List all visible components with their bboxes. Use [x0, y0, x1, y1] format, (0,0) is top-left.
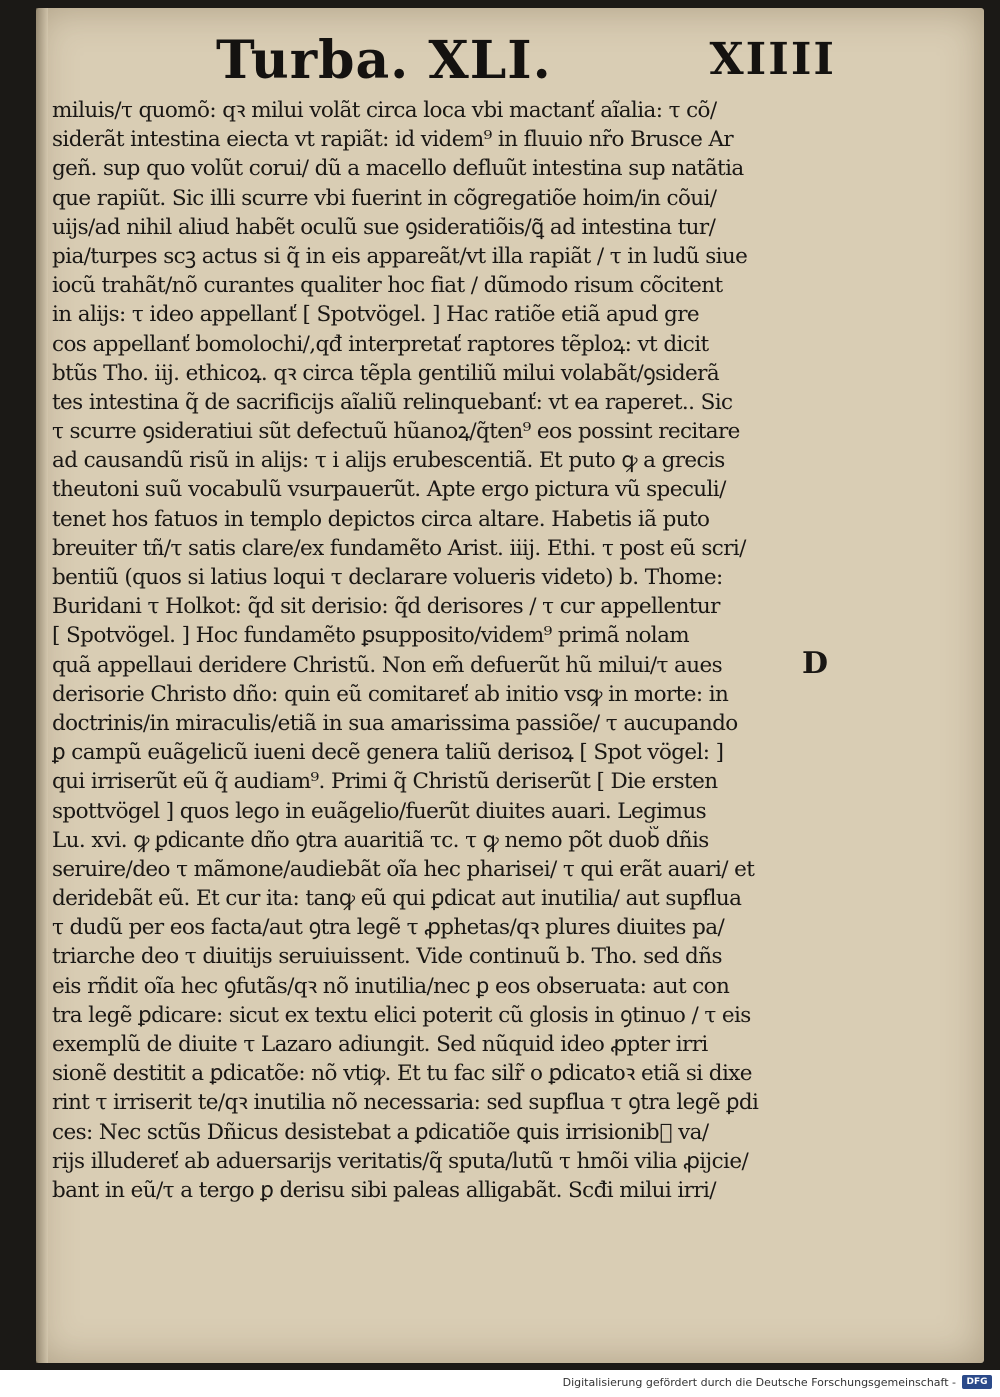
- text-line: triarche deo τ diuitijs seruiuissent. Vide continuũ b. Tho. sed dñs: [52, 944, 722, 970]
- text-line: τ scurre ꝯsideratiui sũt defectuũ hũanoꝝ/q̃ten⁹ eos possint recitare: [52, 419, 740, 445]
- text-line: iocũ trahãt/nõ curantes qualiter hoc fiat / dũmodo risum cõcitent: [52, 273, 723, 299]
- text-line: qui irriserũt eũ q̃ audiam⁹. Primi q̃ Christũ deriserũt [ Die ersten: [52, 769, 718, 795]
- text-line: tes intestina q̃ de sacrificijs aĩaliũ relinquebanť: vt ea raperet.. Sic: [52, 389, 733, 415]
- text-line: ad causandũ risũ in alijs: τ i alijs erubescentiã. Et puto ꝙ a grecis: [52, 448, 725, 474]
- text-line: miluis/τ quomõ: qꝛ milui volãt circa loca vbi mactanť aĩalia: τ cõ/: [52, 98, 717, 123]
- text-line: rijs illudereť ab aduersarijs veritatis/q̃ sputa/lutũ τ hmõi vilia ꝓijcie/: [52, 1148, 749, 1174]
- text-line: derisorie Christo dño: quin eũ comitareť ab initio vsꝙ in morte: in: [52, 681, 729, 707]
- text-line: que rapiũt. Sic illi scurre vbi fuerint in cõgregatiõe hoim/in cõui/: [52, 185, 717, 211]
- text-line: quã appellaui deridere Christũ. Non em̃ defuerũt hũ milui/τ aues: [52, 652, 723, 678]
- text-line: Buridani τ Holkot: q̃d sit derisio: q̃d derisores / τ cur appellentur: [52, 594, 720, 620]
- dfg-logo: DFG: [962, 1375, 992, 1389]
- text-line: doctrinis/in miraculis/etiã in sua amarissima passiõe/ τ aucupando: [52, 710, 738, 736]
- text-line: siderãt intestina eiecta vt rapiãt: id videm⁹ in fluuio nr̃o Brusce Ar: [52, 127, 734, 153]
- text-line: geñ. sup quo volũt corui/ dũ a macello defluũt intestina sup natãtia: [52, 156, 744, 182]
- text-line: exemplũ de diuite τ Lazaro adiungit. Sed nũquid ideo ꝓpter irri: [52, 1032, 708, 1057]
- text-line: rint τ irriserit te/qꝛ inutilia nõ necessaria: sed supflua τ ꝯtra legẽ ꝑdi: [52, 1090, 759, 1116]
- text-line: bentiũ (quos si latius loqui τ declarare volueris videto) b. Thome:: [52, 565, 723, 590]
- text-line: seruire/deo τ mãmone/audiebãt oĩa hec pharisei/ τ qui erãt auari/ et: [52, 856, 755, 882]
- digitization-footer: [0, 1370, 1000, 1397]
- text-line: spottvögel ] quos lego in euãgelio/fuerũt diuites auari. Legimus: [52, 798, 706, 824]
- text-line: cos appellanť bomolochi/,qđ interpretať raptores tẽploꝝ: vt dicit: [52, 331, 709, 357]
- text-line: ces: Nec sctũs Dñicus desistebat a ꝑdicatiõe ꝗuis irrisionib᷑ va/: [52, 1119, 709, 1145]
- text-line: τ dudũ per eos facta/aut ꝯtra legẽ τ ꝓphetas/qꝛ plures diuites pa/: [52, 915, 725, 941]
- book-page: [36, 8, 984, 1363]
- folio-number: XIIII: [709, 34, 836, 85]
- text-line: ꝑ campũ euãgelicũ iueni decẽ genera taliũ derisoꝝ [ Spot vögel: ]: [52, 740, 724, 766]
- text-line: breuiter tñ/τ satis clare/ex fundamẽto Arist. iiij. Ethi. τ post eũ scri/: [52, 535, 746, 561]
- text-line: theutoni suũ vocabulũ vsurpauerũt. Apte ergo pictura vũ speculi/: [52, 477, 726, 503]
- text-line: Lu. xvi. ꝙ ꝑdicante dño ꝯtra auaritiã τc. τ ꝙ nemo põt duob᷑ dñis: [52, 827, 709, 853]
- text-line: eis rñdit oĩa hec ꝯfutãs/qꝛ nõ inutilia/nec ꝑ eos obseruata: aut con: [52, 973, 730, 999]
- text-line: tra legẽ ꝑdicare: sicut ex textu elici poterit cũ glosis in ꝯtinuo / τ eis: [52, 1002, 751, 1028]
- marginal-note: D: [802, 646, 829, 681]
- text-line: btũs Tho. iij. ethicoꝝ. qꝛ circa tẽpla gentiliũ milui volabãt/ꝯsiderã: [52, 360, 720, 386]
- body-text-block: [52, 96, 812, 1205]
- text-line: bant in eũ/τ a tergo ꝑ derisu sibi paleas alligabãt. Scđi milui irri/: [52, 1177, 716, 1203]
- text-line: uijs/ad nihil aliud habẽt oculũ sue ꝯsideratiõis/ꝗ̃ ad intestina tur/: [52, 214, 716, 240]
- text-line: deridebãt eũ. Et cur ita: tanꝙ eũ qui ꝑdicat aut inutilia/ aut supflua: [52, 886, 742, 912]
- footer-credit-text: Digitalisierung gefördert durch die Deutsche Forschungsgemeinschaft -: [562, 1376, 956, 1389]
- text-line: [ Spotvögel. ] Hoc fundamẽto ꝑsupposito/videm⁹ primã nolam: [52, 623, 690, 649]
- text-line: in alijs: τ ideo appellanť [ Spotvögel. ] Hac ratiõe etiã apud gre: [52, 302, 700, 328]
- text-line: sionẽ destitit a ꝑdicatõe: nõ vtiꝙ. Et tu fac silr̃ o ꝑdicatoꝛ etiã si dixe: [52, 1061, 752, 1087]
- text-line: tenet hos fatuos in templo depictos circa altare. Habetis iã puto: [52, 506, 710, 532]
- running-head-title: Turba. XLI.: [216, 30, 552, 91]
- text-line: pia/turpes scꝫ actus si q̃ in eis appareãt/vt illa rapiãt / τ in ludũ siue: [52, 243, 748, 269]
- page-gutter-shadow: [36, 8, 48, 1363]
- running-head: [216, 30, 836, 100]
